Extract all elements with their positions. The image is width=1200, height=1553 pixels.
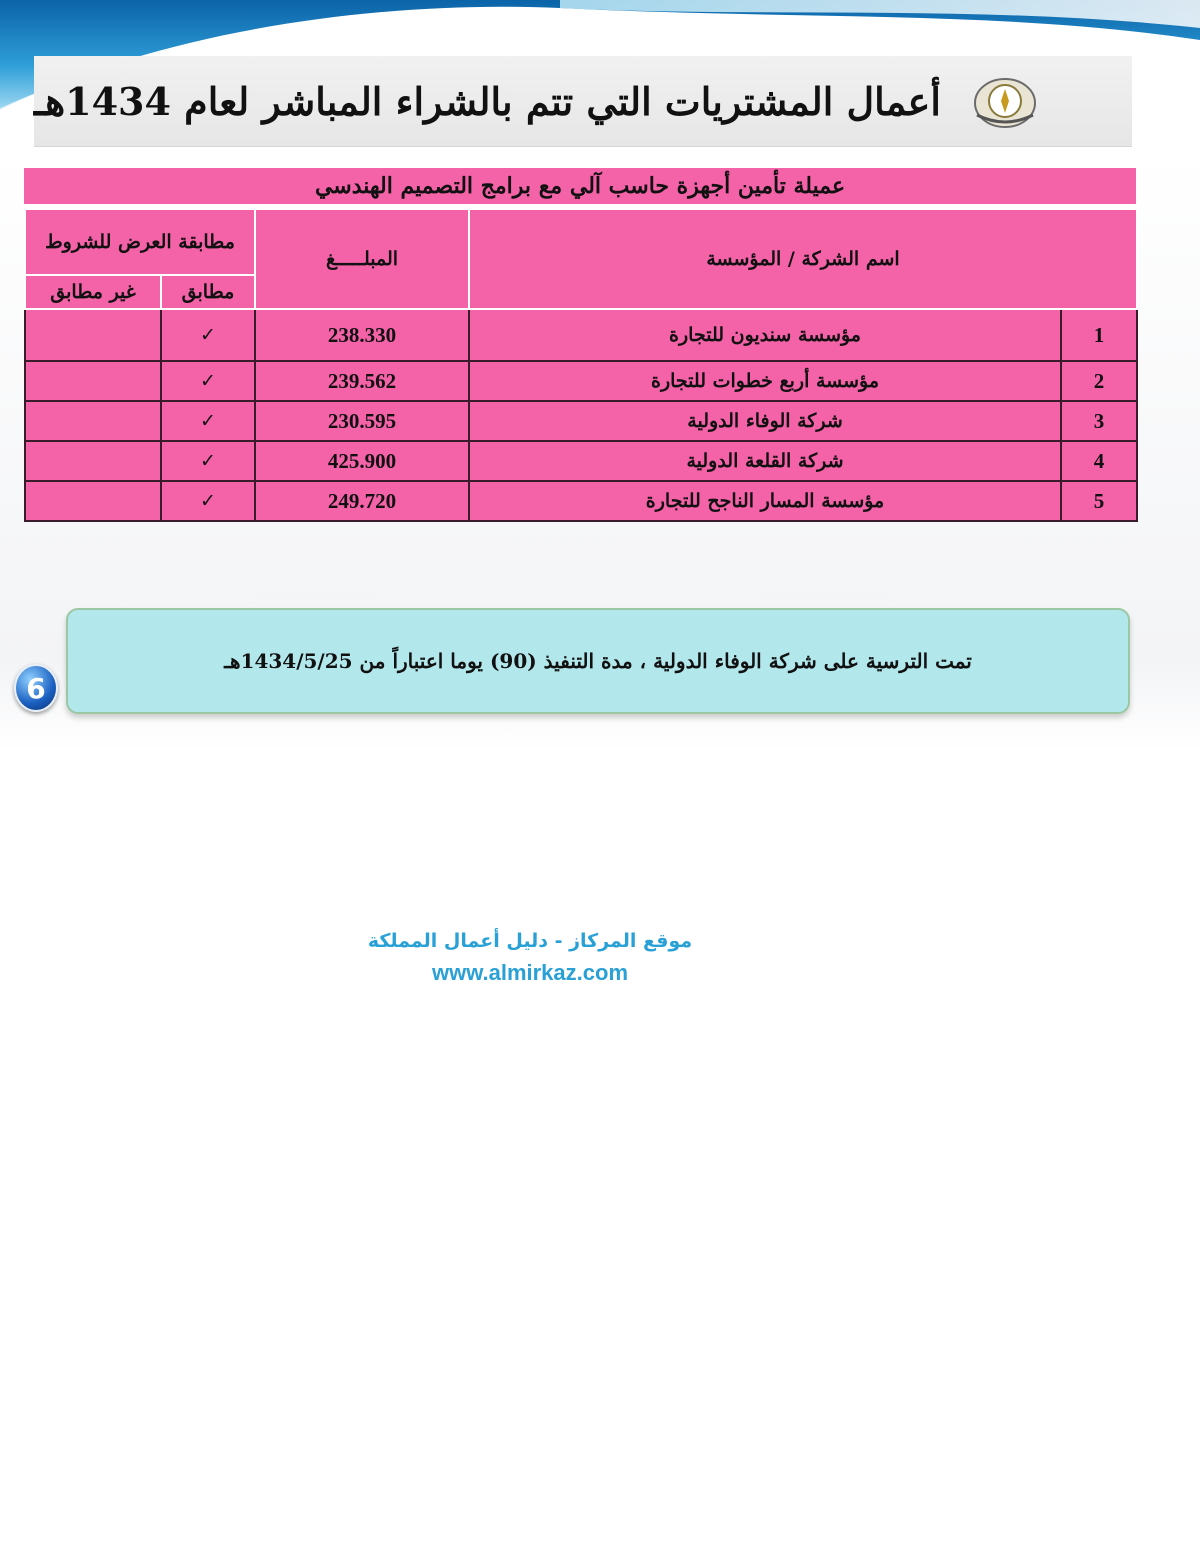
- table-row: [25, 481, 1137, 521]
- row-number: 5: [1061, 481, 1137, 521]
- offers-table: [24, 208, 1138, 522]
- row-number: 4: [1061, 441, 1137, 481]
- company-name: مؤسسة المسار الناجح للتجارة: [469, 481, 1061, 521]
- amount-value: 249.720: [255, 481, 469, 521]
- page-title: أعمال المشتريات التي تتم بالشراء المباشر لعام 1434هـ: [34, 78, 941, 124]
- footer-watermark: [360, 930, 700, 986]
- title-bar: [34, 56, 1132, 147]
- header-amount: المبلـــــغ: [255, 209, 469, 309]
- page-number: 6: [26, 671, 46, 705]
- site-name: موقع المركاز - دليل أعمال المملكة: [367, 930, 693, 952]
- table-row: [25, 401, 1137, 441]
- ministry-emblem-icon: [969, 71, 1041, 131]
- header-compliant: مطابق: [161, 275, 255, 309]
- table-row: [25, 309, 1137, 361]
- company-name: مؤسسة أربع خطوات للتجارة: [469, 361, 1061, 401]
- amount-value: 239.562: [255, 361, 469, 401]
- compliant-check-icon: ✓: [161, 309, 255, 361]
- amount-value: 425.900: [255, 441, 469, 481]
- company-name: شركة الوفاء الدولية: [469, 401, 1061, 441]
- non-compliant-cell: [25, 309, 161, 361]
- company-name: مؤسسة سنديون للتجارة: [469, 309, 1061, 361]
- header-company: اسم الشركة / المؤسسة: [469, 209, 1137, 309]
- non-compliant-cell: [25, 441, 161, 481]
- compliant-check-icon: ✓: [161, 481, 255, 521]
- header-non-compliant: غير مطابق: [25, 275, 161, 309]
- non-compliant-cell: [25, 481, 161, 521]
- compliant-check-icon: ✓: [161, 441, 255, 481]
- award-notice: [66, 608, 1130, 714]
- row-number: 2: [1061, 361, 1137, 401]
- table-row: [25, 441, 1137, 481]
- amount-value: 238.330: [255, 309, 469, 361]
- operation-title: عميلة تأمين أجهزة حاسب آلي مع برامج التصميم الهندسي: [24, 168, 1136, 204]
- amount-value: 230.595: [255, 401, 469, 441]
- page-number-badge: [14, 664, 58, 712]
- company-name: شركة القلعة الدولية: [469, 441, 1061, 481]
- row-number: 3: [1061, 401, 1137, 441]
- site-url-link[interactable]: www.almirkaz.com: [431, 960, 629, 985]
- row-number: 1: [1061, 309, 1137, 361]
- non-compliant-cell: [25, 361, 161, 401]
- award-text: تمت الترسية على شركة الوفاء الدولية ، مدة التنفيذ (90) يوما اعتباراً من 1434/5/25هـ: [224, 649, 972, 673]
- compliant-check-icon: ✓: [161, 361, 255, 401]
- non-compliant-cell: [25, 401, 161, 441]
- compliant-check-icon: ✓: [161, 401, 255, 441]
- table-row: [25, 361, 1137, 401]
- header-compliance: مطابقة العرض للشروط: [25, 209, 255, 275]
